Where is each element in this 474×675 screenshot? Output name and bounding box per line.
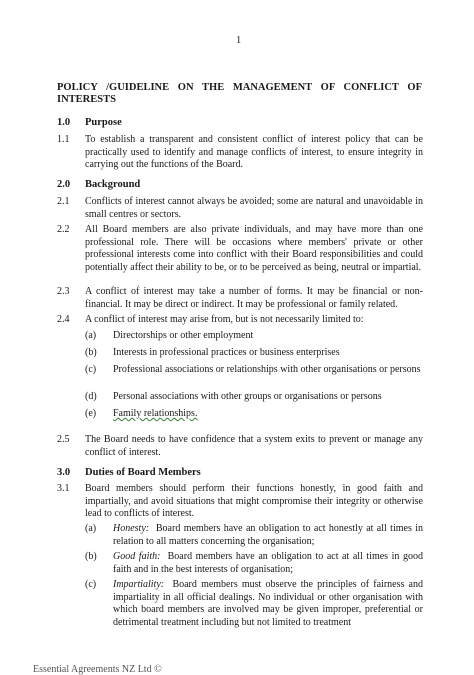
para-1-1-number: 1.1 xyxy=(57,134,70,145)
list-item-text: Interests in professional practices or business enterprises xyxy=(113,347,340,358)
section-2-number: 2.0 xyxy=(57,179,71,190)
list-item-term: Impartiality: xyxy=(113,579,165,590)
para-3-1-number: 3.1 xyxy=(57,483,70,494)
list-item-term: Good faith: xyxy=(113,551,161,562)
list-item-term: Honesty: xyxy=(113,523,150,534)
list-item-text xyxy=(113,408,423,421)
document-title-line-2: INTERESTS xyxy=(57,94,116,105)
section-1-number: 1.0 xyxy=(57,117,71,128)
list-item-body: Board members must observe the principles of fairness and impartiality in all official dealings. No individual or other organisation with which board members are involved may be given improper, preferential or detrimental treatment including but not limited to treatment xyxy=(113,579,423,628)
para-2-5-number: 2.5 xyxy=(57,434,70,445)
para-2-1: Conflicts of interest cannot always be avoided; some are natural and unavoidable in small centres or sectors. xyxy=(85,196,423,220)
section-1-heading: Purpose xyxy=(85,117,122,128)
para-2-5: The Board needs to have confidence that a system exits to prevent or manage any conflict of interest. xyxy=(85,434,423,458)
list-item-text: Directorships or other employment xyxy=(113,330,254,341)
document-title-line-1: POLICY /GUIDELINE ON THE MANAGEMENT OF CONFLICT OF xyxy=(57,82,422,93)
para-1-1: To establish a transparent and consistent conflict of interest policy that can be practically used to identify and manage conflicts of interest, to ensure integrity in carrying out the functions of the Board. xyxy=(85,134,423,171)
para-3-1: Board members should perform their functions honestly, in good faith and impartially, and avoid situations that might compromise their integrity or otherwise lead to conflicts of interest. xyxy=(85,483,423,520)
section-2-heading: Background xyxy=(85,179,141,190)
list-item-label: (e) xyxy=(85,408,97,419)
list-item-label: (b) xyxy=(85,551,97,562)
para-2-1-number: 2.1 xyxy=(57,196,70,207)
footer-copyright: Essential Agreements NZ Ltd © xyxy=(33,664,162,675)
list-item-text: Personal associations with other groups or organisations or persons xyxy=(113,391,382,402)
list-item-text xyxy=(113,523,423,548)
para-2-2-number: 2.2 xyxy=(57,224,70,235)
list-item-body: Board members have an obligation to act honestly at all times in relation to all matters concerning the organisation; xyxy=(113,523,424,547)
para-2-2: All Board members are also private individuals, and may have more than one professional role. There will be occasions where members' private or other professional interests come into conflict with their Board responsibilities and could potentially affect their ability to be, or to be perceived as being, neutral or impartial. xyxy=(85,224,423,273)
list-item-text xyxy=(113,579,423,629)
list-item-label: (d) xyxy=(85,391,97,402)
list-item-label: (b) xyxy=(85,347,97,358)
para-2-4: A conflict of interest may arise from, but is not necessarily limited to: xyxy=(85,314,364,325)
list-item-body: Board members have an obligation to act at all times in good faith and in the best interests of organisation; xyxy=(113,551,423,575)
page-number: 1 xyxy=(236,35,242,46)
list-item-text: Professional associations or relationships with other organisations or persons xyxy=(113,364,421,375)
section-3-number: 3.0 xyxy=(57,467,71,478)
para-2-3: A conflict of interest may take a number of forms. It may be financial or non-financial. It may be direct or indirect. It may be professional or family related. xyxy=(85,286,423,310)
list-item-text xyxy=(113,551,423,576)
list-item-label: (a) xyxy=(85,330,97,341)
list-item-label: (c) xyxy=(85,364,97,375)
para-2-4-number: 2.4 xyxy=(57,314,70,325)
spellcheck-underline-text: Family relationships. xyxy=(113,408,198,419)
para-2-3-number: 2.3 xyxy=(57,286,70,297)
section-3-heading: Duties of Board Members xyxy=(85,467,201,478)
list-item-label: (a) xyxy=(85,523,97,534)
list-item-label: (c) xyxy=(85,579,97,590)
